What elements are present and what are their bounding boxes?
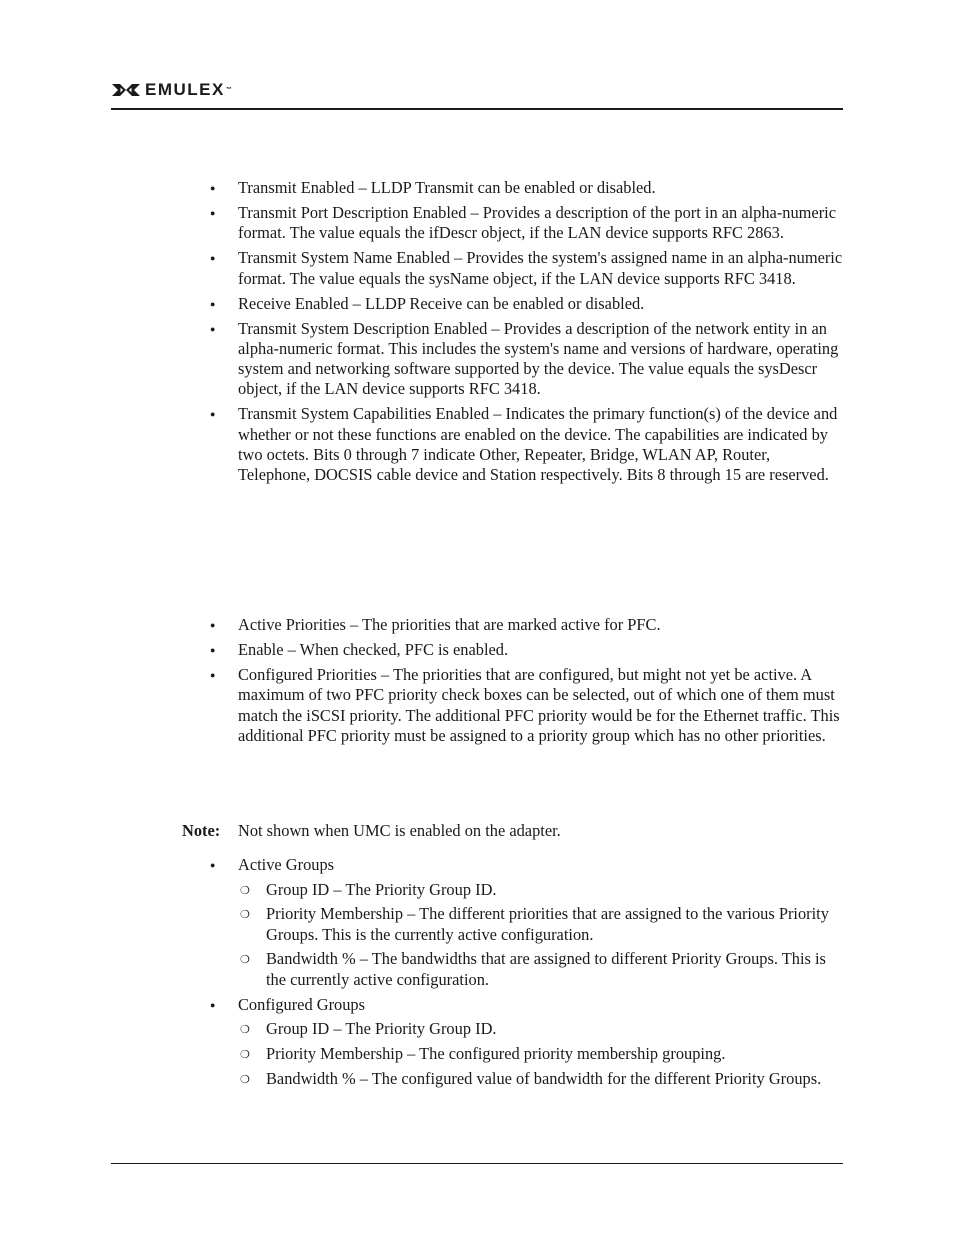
sub-list-item: ❍ Bandwidth % – The configured value of bandwidth for the different Priority Groups. bbox=[238, 1069, 845, 1089]
header-rule bbox=[111, 108, 843, 110]
active-groups-sublist bbox=[238, 880, 845, 990]
bullet-icon: ● bbox=[210, 860, 216, 870]
bullet-icon: ● bbox=[210, 999, 216, 1010]
groups-bullet-list bbox=[200, 855, 845, 1089]
configured-groups-sublist bbox=[238, 1019, 845, 1089]
bullet-icon: ● bbox=[210, 645, 216, 656]
bullet-icon: ● bbox=[210, 298, 216, 309]
sub-list-item: ❍ Priority Membership – The different priorities that are assigned to the various Priority Groups. This is the currently active configuration. bbox=[240, 904, 829, 944]
logo-trademark: ™ bbox=[225, 87, 234, 93]
lldp-section bbox=[200, 178, 845, 490]
footer-rule bbox=[111, 1163, 843, 1164]
pfc-bullet-list bbox=[200, 615, 845, 746]
page-header bbox=[111, 78, 843, 110]
list-item: ● Configured Priorities – The priorities that are configured, but might not yet be active. A maximum of two PFC priority check boxes can be selected, out of which one of them must match the iSCSI priority. The additional PFC priority would be for the Ethernet traffic. This additional PFC priority must be assigned to a priority group which has no other priorities. bbox=[210, 665, 840, 745]
lldp-bullet-list bbox=[200, 178, 845, 485]
list-item: ● Active Priorities – The priorities that are marked active for PFC. bbox=[210, 615, 661, 634]
sub-bullet-icon: ❍ bbox=[240, 884, 250, 897]
bullet-icon: ● bbox=[210, 409, 216, 420]
list-item-configured-groups: ● Configured Groups ❍ Group ID – The Priority Group ID. ❍ Priority Membership – The configured priority membership grouping. ❍ Bandwidth % – The configured value of bandwidth for the different Priority Groups. bbox=[200, 995, 845, 1089]
bullet-icon: ● bbox=[210, 620, 216, 630]
sub-list-item: ❍ Group ID – The Priority Group ID. bbox=[238, 880, 845, 900]
list-item: ● Transmit Enabled – LLDP Transmit can be enabled or disabled. bbox=[210, 178, 656, 197]
sub-list-item: ❍ Bandwidth % – The bandwidths that are assigned to different Priority Groups. This is the currently active configuration. bbox=[240, 949, 826, 989]
emulex-logo bbox=[111, 82, 233, 98]
sub-list-item: ❍ Group ID – The Priority Group ID. bbox=[238, 1019, 845, 1039]
bullet-icon: ● bbox=[210, 323, 216, 334]
bullet-icon: ● bbox=[210, 208, 216, 219]
sub-bullet-icon: ❍ bbox=[240, 909, 250, 922]
pfc-section bbox=[200, 615, 845, 751]
sub-bullet-icon: ❍ bbox=[240, 1073, 250, 1086]
sub-list-item: ❍ Priority Membership – The configured priority membership grouping. bbox=[238, 1044, 845, 1064]
bullet-icon: ● bbox=[210, 183, 216, 193]
emulex-logo-mark-icon bbox=[111, 82, 141, 98]
note-text: Not shown when UMC is enabled on the adapter. bbox=[238, 821, 561, 840]
sub-bullet-icon: ❍ bbox=[240, 954, 250, 967]
logo-text: EMULEX™ bbox=[145, 80, 234, 99]
list-item: ● Transmit System Name Enabled – Provides the system's assigned name in an alpha-numeric format. The value equals the sysName object, if the LAN device supports RFC 3418. bbox=[210, 248, 843, 288]
bullet-icon: ● bbox=[210, 670, 216, 681]
note-label: Note: bbox=[182, 821, 221, 840]
list-item: ● Transmit Port Description Enabled – Provides a description of the port in an alpha-numeric format. The value equals the ifDescr object, if the LAN device supports RFC 2863. bbox=[210, 203, 836, 243]
list-item-active-groups: ● Active Groups ❍ Group ID – The Priority Group ID. ❍ Priority Membership – The different priorities that are assigned to the various Priority Groups. This is the currently active configuration. ❍ Bandwidth % – The bandwidths that are assigned to different Priority Groups. This is the currently active configuration. bbox=[200, 855, 845, 990]
list-item: ● Transmit System Description Enabled – Provides a description of the network entity in an alpha-numeric format. This includes the system's name and versions of hardware, operating system and networking software supported by the device. The value equals the sysDescr object, if the LAN device supports RFC 3418. bbox=[210, 318, 839, 399]
list-item: ● Receive Enabled – LLDP Receive can be enabled or disabled. bbox=[210, 293, 645, 313]
sub-bullet-icon: ❍ bbox=[240, 1049, 250, 1062]
priority-groups-section bbox=[200, 855, 845, 1094]
list-item: ● Transmit System Capabilities Enabled – Indicates the primary function(s) of the device and whether or not these functions are enabled on the device. The capabilities are indicated by two octets. Bits 0 through 7 indicate Other, Repeater, Bridge, WLAN AP, Router, Telephone, DOCSIS cable device and Station respectively. Bits 8 through 15 are reserved. bbox=[210, 404, 838, 485]
bullet-icon: ● bbox=[210, 253, 216, 264]
sub-bullet-icon: ❍ bbox=[240, 1024, 250, 1037]
list-item: ● Enable – When checked, PFC is enabled. bbox=[210, 640, 509, 660]
